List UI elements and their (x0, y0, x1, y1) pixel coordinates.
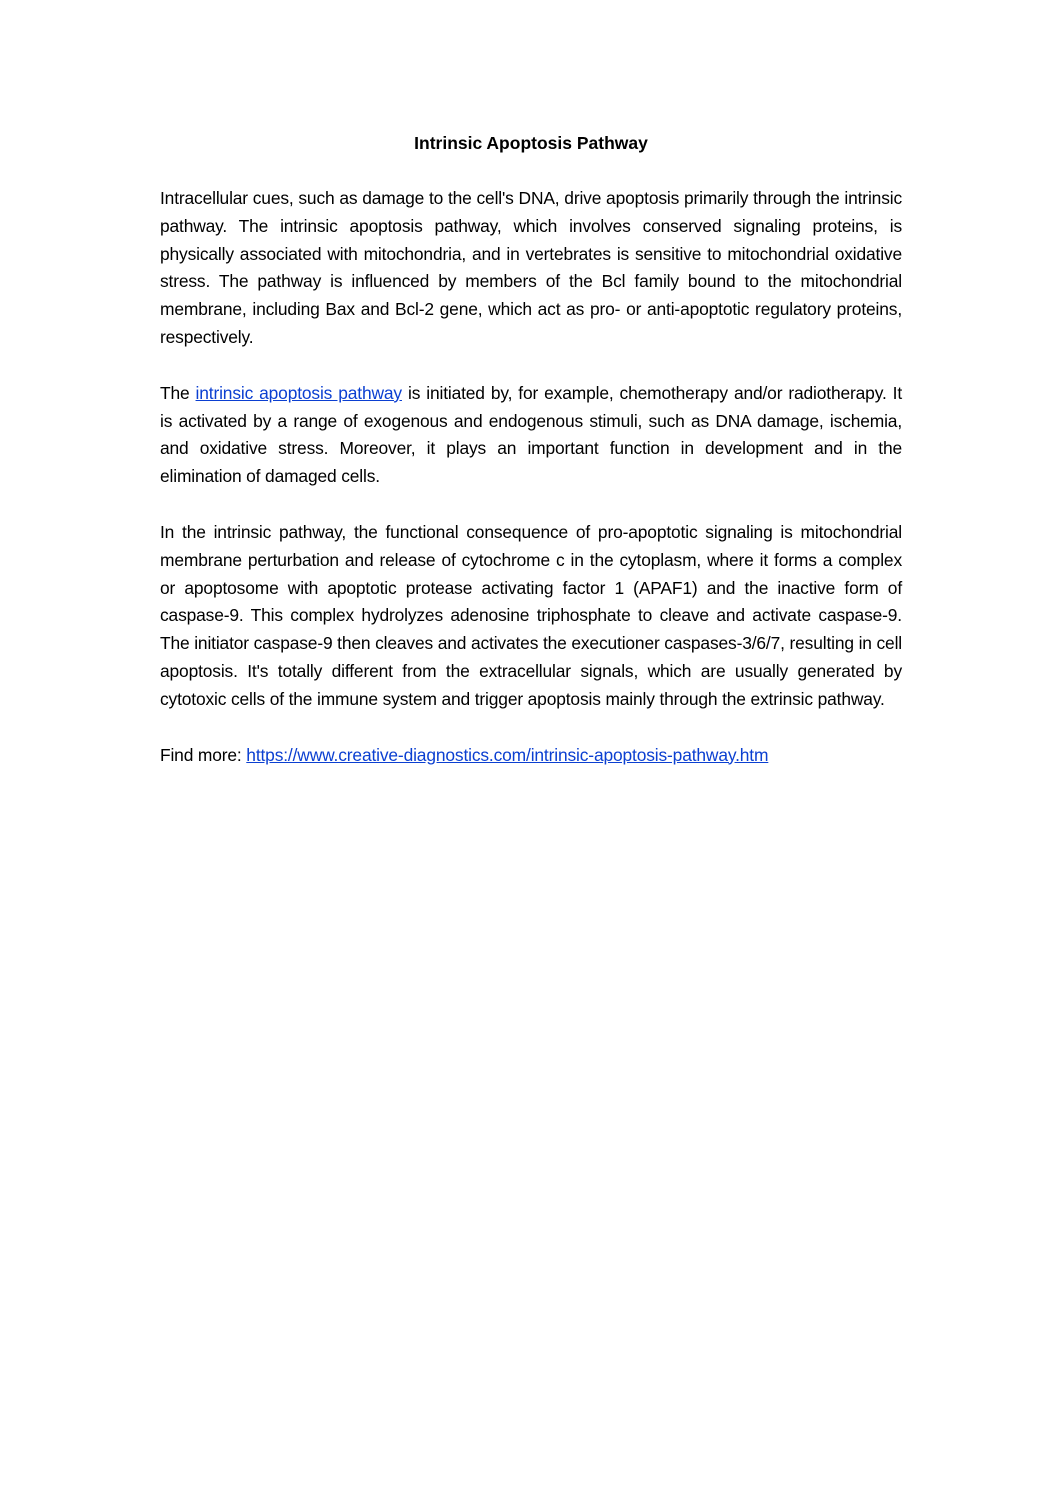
document-title: Intrinsic Apoptosis Pathway (414, 133, 648, 153)
paragraph-initiation (160, 380, 902, 491)
paragraph-initiation-start: The (160, 382, 196, 403)
find-more-url-link[interactable]: https://www.creative-diagnostics.com/intrinsic-apoptosis-pathway.htm (246, 744, 769, 765)
paragraph-initiation-rest: is initiated by, for example, chemotherapy and/or radiotherapy. It is activated by a range of exogenous and endogenous stimuli, such as DNA damage, ischemia, and oxidative stress. Moreover, it plays an important function in development and in the elimination of damaged cells. (160, 382, 902, 487)
document-body (160, 130, 902, 797)
paragraph-mechanism: In the intrinsic pathway, the functional consequence of pro-apoptotic signaling is mitochondrial membrane perturbation and release of cytochrome c in the cytoplasm, where it forms a complex or apoptosome with apoptotic protease activating factor 1 (APAF1) and the inactive form of caspase-9. This complex hydrolyzes adenosine triphosphate to cleave and activate caspase-9. The initiator caspase-9 then cleaves and activates the executioner caspases-3/6/7, resulting in cell apoptosis. It's totally different from the extracellular signals, which are usually generated by cytotoxic cells of the immune system and trigger apoptosis mainly through the extrinsic pathway. (160, 521, 902, 709)
find-more-label: Find more: (160, 744, 247, 765)
paragraph-intro: Intracellular cues, such as damage to the cell's DNA, drive apoptosis primarily through the intrinsic pathway. The intrinsic apoptosis pathway, which involves conserved signaling proteins, is physically associated with mitochondria, and in vertebrates is sensitive to mitochondrial oxidative stress. The pathway is influenced by members of the Bcl family bound to the mitochondrial membrane, including Bax and Bcl-2 gene, which act as pro- or anti-apoptotic regulatory proteins, respectively. (160, 188, 902, 347)
find-more-line (160, 742, 902, 770)
intrinsic-apoptosis-pathway-link[interactable]: intrinsic apoptosis pathway (195, 382, 402, 403)
